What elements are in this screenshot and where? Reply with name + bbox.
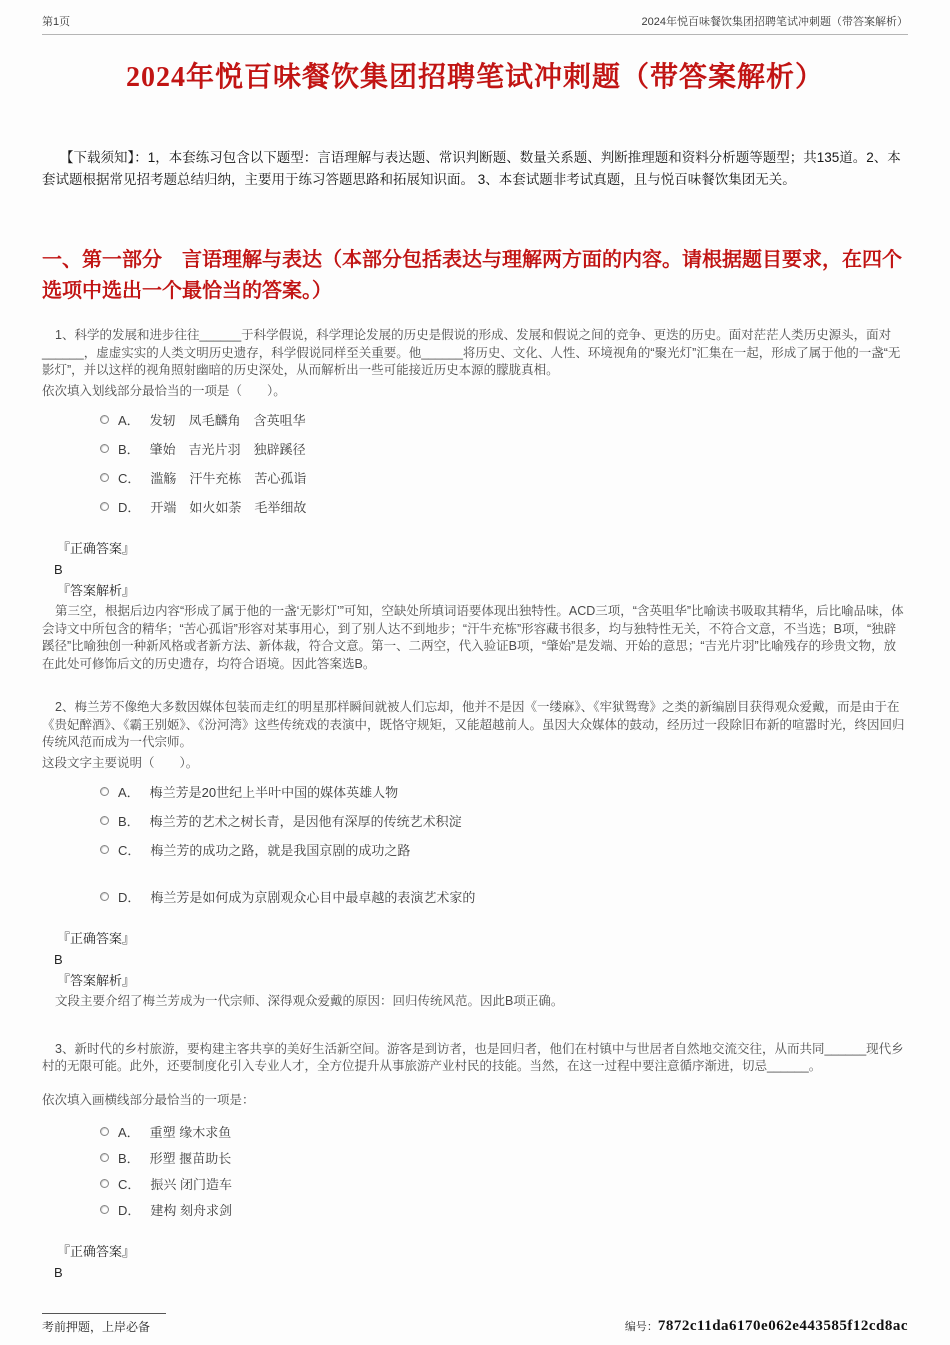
option-label: A． — [118, 785, 140, 800]
question-3-options — [100, 1122, 908, 1219]
question-1-options — [100, 410, 908, 516]
radio-button[interactable] — [100, 473, 109, 482]
option-label: B． — [118, 814, 140, 829]
option-label: C． — [118, 471, 141, 486]
option-text: 梅兰芳的艺术之树长青，是因他有深厚的传统艺术积淀 — [149, 814, 462, 829]
option-row-2a[interactable] — [100, 782, 908, 801]
correct-answer-label: 『正确答案』 — [57, 1244, 136, 1259]
option-text: 形塑 揠苗助长 — [149, 1151, 232, 1166]
document-title: 2024年悦百味餐饮集团招聘笔试冲刺题（带答案解析） — [125, 62, 824, 93]
question-2-prompt: 这段文字主要说明（ ）。 — [42, 755, 199, 770]
page-header — [42, 0, 908, 35]
option-text: 重塑 缘木求鱼 — [149, 1125, 232, 1140]
download-notes: 【下载须知】：1，本套练习包含以下题型：言语理解与表达题、常识判断题、数量关系题、判断推理题和资料分析题等题型；共135道。2、本套试题根据常见招考题总结归纳，主要用于练习答题思路和拓展知识面。 3、本套试题非考试真题，且与悦百味餐饮集团无关。 — [42, 150, 901, 187]
question-3-stem: 3、新时代的乡村旅游，要构建主客共享的美好生活新空间。游客是到访者，也是回归者，他们在村镇中与世居者自然地交流交往，从而共同______现代乡村的无限可能。此外，还要制度化引入专业人才，全方位提升从事旅游产业村民的技能。当然，在这一过程中要注意循序渐进，切忌______。 — [42, 1041, 904, 1073]
page-number: 第1页 — [42, 16, 71, 28]
option-text: 肇始 吉光片羽 独辟蹊径 — [149, 442, 306, 457]
option-row-3a[interactable] — [100, 1122, 908, 1141]
analysis-label: 『答案解析』 — [57, 973, 136, 988]
option-text: 建构 刻舟求剑 — [150, 1203, 233, 1218]
analysis-text: 第三空，根据后边内容“形成了属于他的一盏‘无影灯’”可知，空缺处所填词语要体现出独特性。ACD三项，“含英咀华”比喻读书吸取其精华，后比喻品味，体会诗文中所包含的精华；“苦心孤诣”形容对某事用心，到了别人达不到地步；“汗牛充栋”形容藏书很多，均与独特性无关，不符合文意，不当选；B项，“独辟蹊径”比喻独创一种新风格或者新方法、新体裁，符合文意。第一、二两空，代入验证B项，“肇始”是发端、开始的意思；“吉光片羽”比喻残存的珍贵文物，放在此处可修饰后文的历史遗存，均符合语境。因此答案选B。 — [42, 604, 904, 671]
document-id-value: 7872c11da6170e062e443585f12cd8ac — [657, 1318, 908, 1334]
option-text: 梅兰芳是20世纪上半叶中国的媒体英雄人物 — [149, 785, 399, 800]
section-heading: 一、第一部分 言语理解与表达（本部分包括表达与理解两方面的内容。请根据题目要求，在四个选项中选出一个最恰当的答案。） — [42, 249, 902, 302]
radio-button[interactable] — [100, 502, 109, 511]
option-label: D． — [118, 1203, 141, 1218]
option-row-3d[interactable] — [100, 1200, 908, 1219]
radio-button[interactable] — [100, 1179, 109, 1188]
option-text: 梅兰芳的成功之路，就是我国京剧的成功之路 — [150, 843, 411, 858]
question-3 — [42, 1041, 908, 1284]
correct-answer-value: B — [54, 1265, 63, 1280]
page-footer — [42, 1313, 908, 1335]
option-row-2b[interactable] — [100, 811, 908, 830]
option-text: 滥觞 汗牛充栋 苦心孤诣 — [150, 471, 307, 486]
radio-button[interactable] — [100, 845, 109, 854]
question-1 — [42, 327, 908, 673]
radio-button[interactable] — [100, 1205, 109, 1214]
option-label: B． — [118, 442, 140, 457]
option-row-2d[interactable] — [100, 887, 908, 906]
option-text: 振兴 闭门造车 — [150, 1177, 233, 1192]
option-text: 梅兰芳是如何成为京剧观众心目中最卓越的表演艺术家的 — [150, 890, 476, 905]
question-1-answer-block — [42, 538, 908, 673]
question-1-prompt: 依次填入划线部分最恰当的一项是（ ）。 — [42, 383, 286, 398]
correct-answer-value: B — [54, 562, 63, 577]
question-2 — [42, 699, 908, 1011]
question-1-stem: 1、科学的发展和进步往往______于科学假说，科学理论发展的历史是假说的形成、发展和假说之间的竞争、更迭的历史。面对茫茫人类历史源头，面对______，虚虚实实的人类文明历史遗存，科学假说同样至关重要。他______将历史、文化、人性、环境视角的“聚光灯”汇集在一起，形成了属于他的一盏“无影灯”，并以这样的视角照射幽暗的历史深处，从而解析出一些可能接近历史本源的朦胧真相。 — [42, 328, 901, 377]
option-text: 开端 如火如荼 毛举细故 — [150, 500, 307, 515]
question-2-answer-block — [42, 928, 908, 1011]
option-row-1d[interactable] — [100, 497, 908, 516]
option-row-1c[interactable] — [100, 468, 908, 487]
option-row-1a[interactable] — [100, 410, 908, 429]
option-row-2c[interactable] — [100, 840, 908, 859]
option-label: C． — [118, 843, 141, 858]
option-label: B． — [118, 1151, 140, 1166]
option-row-1b[interactable] — [100, 439, 908, 458]
analysis-text: 文段主要介绍了梅兰芳成为一代宗师、深得观众爱戴的原因：回归传统风范。因此B项正确。 — [55, 994, 564, 1008]
radio-button[interactable] — [100, 787, 109, 796]
correct-answer-label: 『正确答案』 — [57, 541, 136, 556]
question-3-prompt: 依次填入画横线部分最恰当的一项是： — [42, 1092, 255, 1107]
document-id-label: 编号： — [624, 1321, 658, 1333]
radio-button[interactable] — [100, 1127, 109, 1136]
option-row-3b[interactable] — [100, 1148, 908, 1167]
question-2-options — [100, 782, 908, 906]
option-row-3c[interactable] — [100, 1174, 908, 1193]
question-3-answer-block — [42, 1241, 908, 1283]
radio-button[interactable] — [100, 892, 109, 901]
footer-slogan: 考前押题，上岸必备 — [42, 1313, 166, 1335]
radio-button[interactable] — [100, 816, 109, 825]
option-label: C． — [118, 1177, 141, 1192]
correct-answer-label: 『正确答案』 — [57, 931, 136, 946]
option-label: A． — [118, 413, 140, 428]
document-id — [625, 1318, 908, 1335]
radio-button[interactable] — [100, 415, 109, 424]
option-text: 发轫 凤毛麟角 含英咀华 — [149, 413, 306, 428]
header-document-title: 2024年悦百味餐饮集团招聘笔试冲刺题（带答案解析） — [641, 16, 908, 28]
option-label: D． — [118, 890, 141, 905]
question-2-stem: 2、梅兰芳不像绝大多数因媒体包装而走红的明星那样瞬间就被人们忘却，他并不是因《一缕麻》、《牢狱鸳鸯》之类的新编剧目获得观众爱戴，而是由于在《贵妃醉酒》、《霸王别姬》、《汾河湾》这些传统戏的表演中，既恪守规矩，又能超越前人。虽因大众媒体的鼓动，经历过一段除旧布新的喧嚣时光，终因回归传统风范而成为一代宗师。 — [42, 700, 905, 749]
analysis-label: 『答案解析』 — [57, 583, 136, 598]
option-label: D． — [118, 500, 141, 515]
correct-answer-value: B — [54, 952, 63, 967]
radio-button[interactable] — [100, 444, 109, 453]
radio-button[interactable] — [100, 1153, 109, 1162]
option-label: A． — [118, 1125, 140, 1140]
